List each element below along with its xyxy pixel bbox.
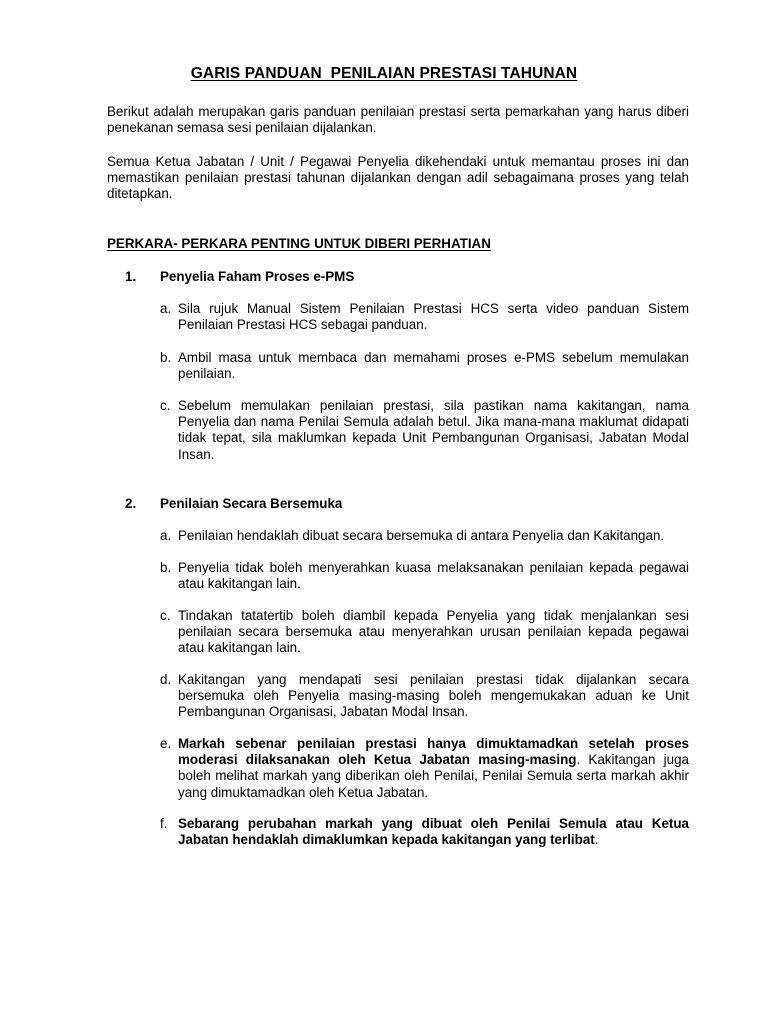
section-heading: PERKARA- PERKARA PENTING UNTUK DIBERI PERHATIAN: [107, 236, 491, 251]
document-title: GARIS PANDUAN PENILAIAN PRESTASI TAHUNAN: [190, 65, 578, 82]
regular-text: . Kakitangan juga boleh melihat markah yang diberikan oleh Penilai, Penilai Semula serta markah akhir yang dimuktamadkan oleh Ketua Jabatan.: [178, 752, 689, 800]
list-item-text: [178, 816, 689, 848]
regular-text: .: [594, 832, 599, 848]
intro-paragraph-1: Berikut adalah merupakan garis panduan penilaian prestasi serta pemarkahan yang harus diberi penekanan semasa sesi penilaian dijalankan.: [107, 104, 689, 136]
intro-paragraph-2: Semua Ketua Jabatan / Unit / Pegawai Penyelia dikehendaki untuk memantau proses ini dan memastikan penilaian prestasi tahunan dijalankan dengan adil sebagaimana proses yang telah ditetapkan.: [107, 154, 689, 202]
list-item-text: Tindakan tatatertib boleh diambil kepada Penyelia yang tidak menjalankan sesi penilaian secara bersemuka atau menyerahkan urusan penilaian kepada pegawai atau kakitangan lain.: [178, 608, 689, 656]
list-item-letter: c.: [160, 608, 171, 623]
section-title: Penilaian Secara Bersemuka: [160, 496, 343, 511]
emphasis-text: Markah sebenar penilaian prestasi hanya dimuktamadkan setelah proses moderasi dilaksanakan oleh Ketua Jabatan masing-masing: [178, 736, 689, 768]
list-item-text: Ambil masa untuk membaca dan memahami proses e-PMS sebelum memulakan penilaian.: [178, 350, 689, 382]
list-item-text: Penyelia tidak boleh menyerahkan kuasa melaksanakan penilaian kepada pegawai atau kakitangan lain.: [178, 560, 689, 592]
list-item-letter: c.: [160, 398, 171, 413]
section-number: 2.: [125, 496, 137, 511]
list-item-letter: e.: [160, 736, 172, 751]
list-item-letter: a.: [160, 301, 172, 316]
list-item-text: Sila rujuk Manual Sistem Penilaian Prestasi HCS serta video panduan Sistem Penilaian Prestasi HCS sebagai panduan.: [178, 301, 689, 333]
list-item-letter: b.: [160, 350, 172, 365]
emphasis-text: Sebarang perubahan markah yang dibuat oleh Penilai Semula atau Ketua Jabatan hendaklah dimaklumkan kepada kakitangan yang terlibat: [178, 816, 689, 848]
section-number: 1.: [125, 269, 137, 284]
list-item-letter: b.: [160, 560, 172, 575]
list-item-letter: a.: [160, 528, 172, 543]
list-item-text: Sebelum memulakan penilaian prestasi, sila pastikan nama kakitangan, nama Penyelia dan nama Penilai Semula adalah betul. Jika mana-mana maklumat didapati tidak tepat, sila maklumkan kepada Unit Pembangunan Organisasi, Jabatan Modal Insan.: [178, 398, 689, 462]
list-item-text: Kakitangan yang mendapati sesi penilaian prestasi tidak dijalankan secara bersemuka oleh Penyelia masing-masing boleh mengemukakan aduan ke Unit Pembangunan Organisasi, Jabatan Modal Insan.: [178, 672, 689, 720]
list-item-text: [178, 736, 689, 801]
list-item-letter: f.: [160, 816, 168, 831]
section-title: Penyelia Faham Proses e-PMS: [160, 269, 355, 284]
list-item-text: Penilaian hendaklah dibuat secara bersemuka di antara Penyelia dan Kakitangan.: [178, 528, 665, 543]
list-item-letter: d.: [160, 672, 172, 687]
